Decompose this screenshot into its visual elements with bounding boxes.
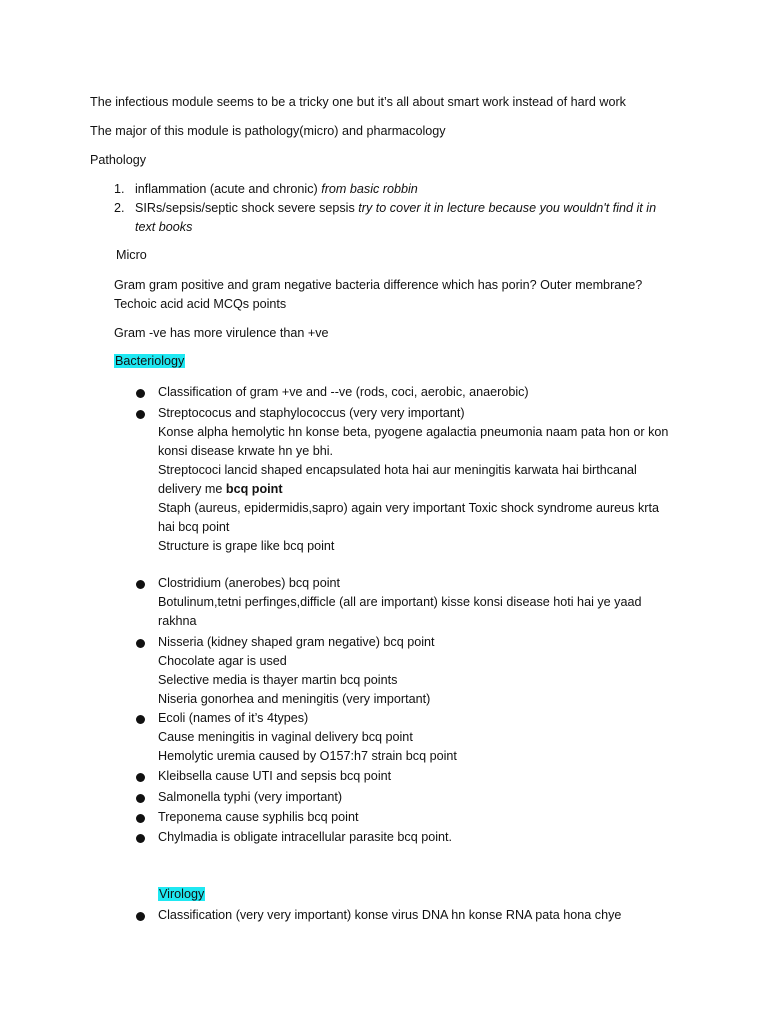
item-line: Hemolytic uremia caused by O157:h7 strain bcq point (158, 749, 457, 763)
micro-para1-line-1: Gram gram positive and gram negative bacteria difference which has porin? Outer membrane? (114, 278, 643, 292)
bullet-icon (136, 639, 145, 648)
bullet-icon (136, 814, 145, 823)
item-line-emphasis: bcq point (225, 482, 283, 496)
list-item-body (158, 709, 678, 766)
bullet-icon (136, 773, 145, 782)
item-line: Konse alpha hemolytic hn konse beta, pyogene agalactia pneumonia naam pata hon or kon (158, 425, 669, 439)
item-line: Streptococus and staphylococcus (very very important) (158, 406, 465, 420)
intro-line-2: The major of this module is pathology(micro) and pharmacology (90, 124, 446, 138)
list-item-body (158, 906, 678, 925)
list-number: 2. (114, 201, 125, 215)
list-item-body (158, 633, 678, 709)
item-line: Chocolate agar is used (158, 654, 287, 668)
item-line: Classification of gram +ve and --ve (rods, coci, aerobic, anaerobic) (158, 385, 529, 399)
bullet-icon (136, 912, 145, 921)
item-line: konsi disease krwate hn ye bhi. (158, 444, 334, 458)
bullet-icon (136, 580, 145, 589)
bullet-icon (136, 410, 145, 419)
pathology-item-text: inflammation (acute and chronic) (135, 182, 322, 196)
micro-para1-line-2: Techoic acid acid MCQs points (114, 297, 287, 311)
item-line: Niseria gonorhea and meningitis (very important) (158, 692, 431, 706)
bullet-icon (136, 715, 145, 724)
pathology-item-note: try to cover it in lecture because you wouldn't find it in (358, 201, 657, 215)
item-line (158, 480, 678, 499)
item-line: Ecoli (names of it’s 4types) (158, 711, 309, 725)
item-line: Salmonella typhi (very important) (158, 790, 343, 804)
item-line: Nisseria (kidney shaped gram negative) bcq point (158, 635, 435, 649)
pathology-heading: Pathology (90, 153, 147, 167)
virology-heading-row (158, 885, 768, 904)
bullet-icon (136, 834, 145, 843)
pathology-item-text: SIRs/sepsis/septic shock severe sepsis (135, 201, 359, 215)
item-line: Cause meningitis in vaginal delivery bcq point (158, 730, 413, 744)
item-line: Chylmadia is obligate intracellular parasite bcq point. (158, 830, 453, 844)
list-item-body (158, 808, 678, 827)
bacteriology-heading-row (114, 352, 734, 371)
list-item-body (135, 180, 675, 199)
list-item-body (158, 404, 678, 556)
virology-heading: Virology (159, 887, 205, 901)
item-line: Selective media is thayer martin bcq points (158, 673, 398, 687)
item-line: hai bcq point (158, 520, 230, 534)
list-item-body (158, 383, 678, 402)
list-item-body (158, 767, 678, 786)
item-line: rakhna (158, 614, 197, 628)
item-line: Classification (very very important) konse virus DNA hn konse RNA pata hona chye (158, 908, 622, 922)
item-line: Kleibsella cause UTI and sepsis bcq point (158, 769, 392, 783)
item-line: Treponema cause syphilis bcq point (158, 810, 359, 824)
item-line: Clostridium (anerobes) bcq point (158, 576, 340, 590)
item-line: Staph (aureus, epidermidis,sapro) again very important Toxic shock syndrome aureus krta (158, 501, 659, 515)
list-item-body (135, 199, 675, 237)
micro-paragraph-1 (114, 276, 734, 314)
pathology-item-note: from basic robbin (321, 182, 418, 196)
list-item-body (158, 788, 678, 807)
bacteriology-heading: Bacteriology (115, 354, 185, 368)
pathology-item-note-continued: text books (135, 220, 193, 234)
list-item-body (158, 574, 678, 631)
item-line-text: delivery me (158, 482, 226, 496)
micro-paragraph-2: Gram -ve has more virulence than +ve (114, 326, 329, 340)
bullet-icon (136, 794, 145, 803)
item-line: Structure is grape like bcq point (158, 539, 335, 553)
list-item-body (158, 828, 678, 847)
item-line: Streptococi lancid shaped encapsulated hota hai aur meningitis karwata hai birthcanal (158, 463, 637, 477)
micro-heading: Micro (116, 248, 147, 262)
bullet-icon (136, 389, 145, 398)
item-line: Botulinum,tetni perfinges,difficle (all are important) kisse konsi disease hoti hai ye yaad (158, 595, 642, 609)
list-number: 1. (114, 182, 125, 196)
intro-line-1: The infectious module seems to be a tricky one but it’s all about smart work instead of hard work (90, 95, 626, 109)
